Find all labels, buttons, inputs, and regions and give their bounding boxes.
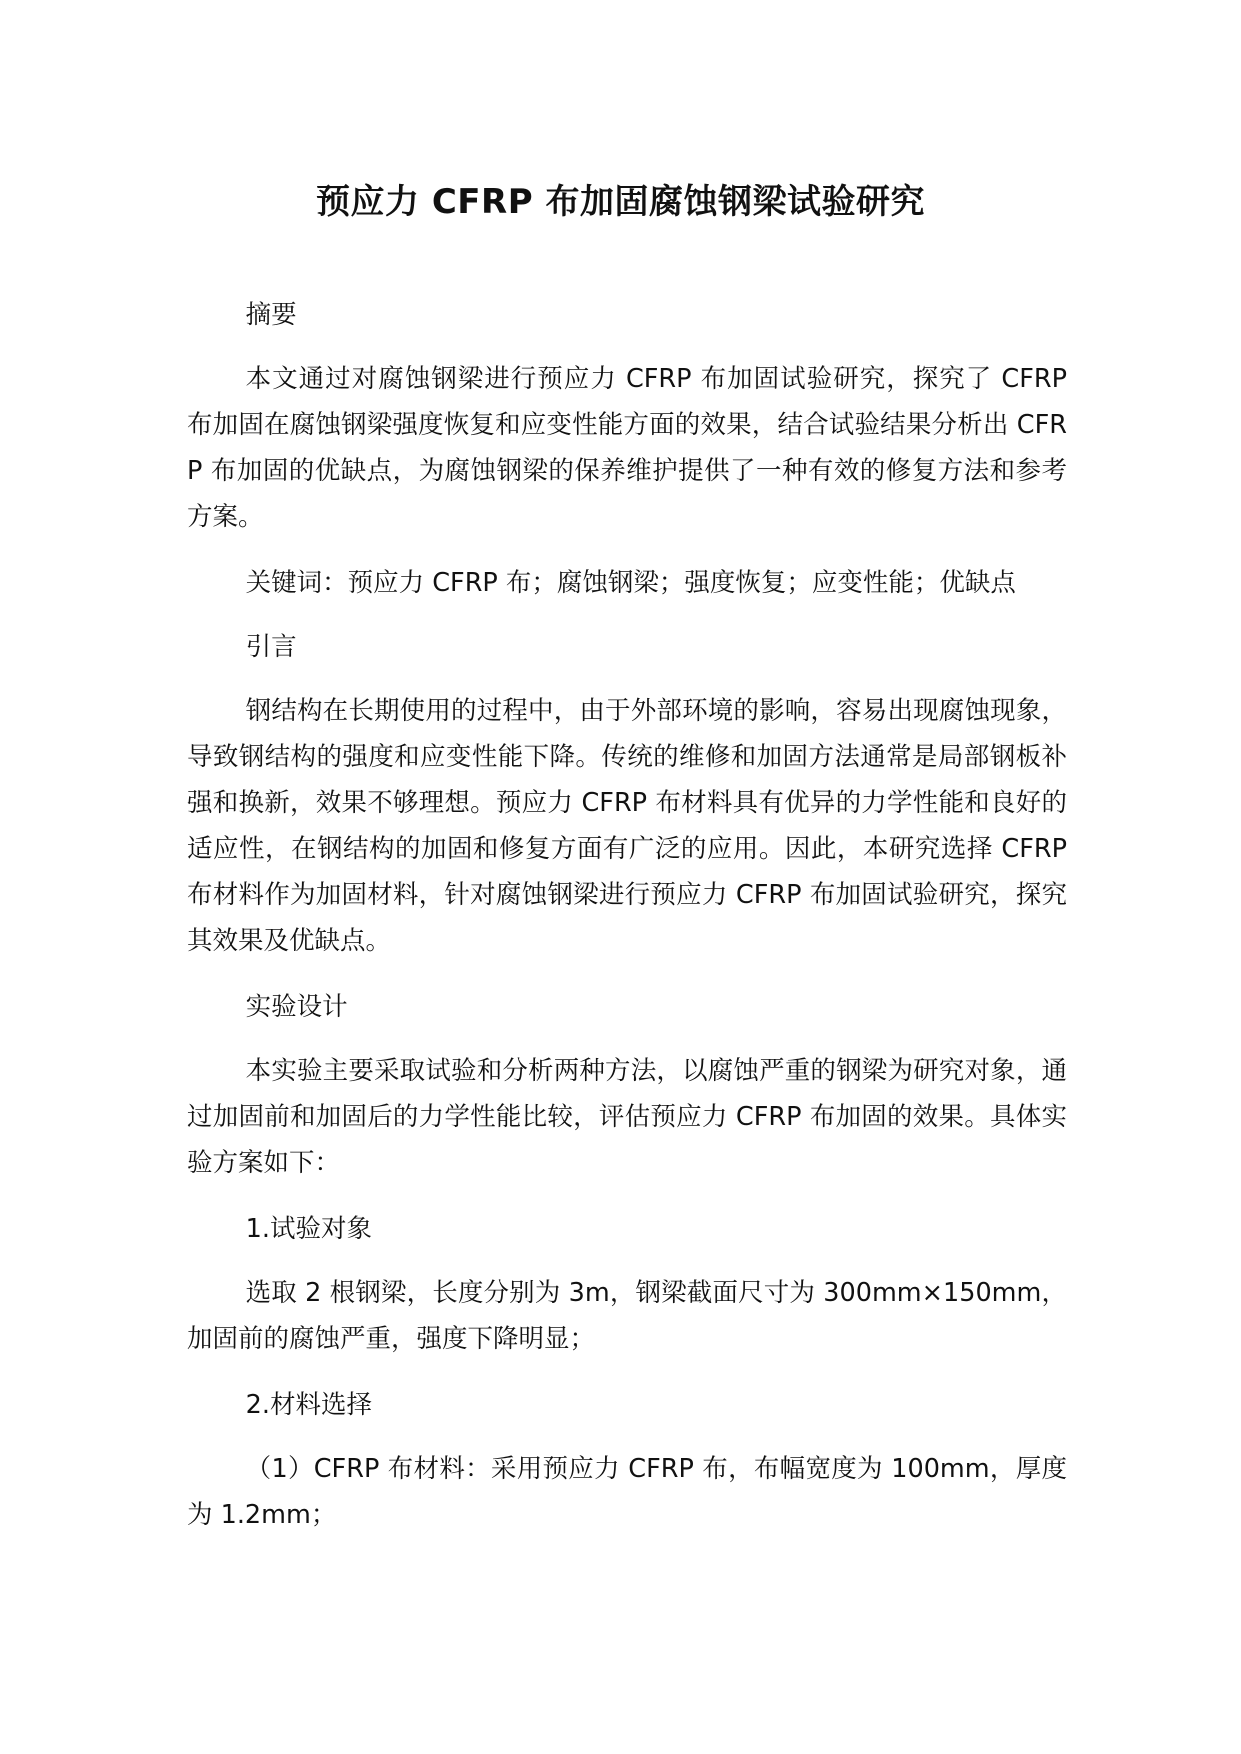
keywords-line: 关键词：预应力 CFRP 布；腐蚀钢梁；强度恢复；应变性能；优缺点 <box>245 568 1016 598</box>
intro-heading: 引言 <box>245 632 297 662</box>
item2-heading: 2.材料选择 <box>245 1390 372 1420</box>
document-title: 预应力 CFRP 布加固腐蚀钢梁试验研究 <box>316 182 925 222</box>
document-body <box>187 292 1067 1558</box>
abstract-heading: 摘要 <box>245 300 297 330</box>
design-heading: 实验设计 <box>245 992 348 1022</box>
item2-sub1-paragraph: （1）CFRP 布材料：采用预应力 CFRP 布，布幅宽度为 100mm，厚度为 1.2mm； <box>187 1454 1067 1530</box>
item1-paragraph: 选取 2 根钢梁，长度分别为 3m，钢梁截面尺寸为 300mm×150mm，加固前的腐蚀严重，强度下降明显； <box>187 1278 1067 1354</box>
item1-heading: 1.试验对象 <box>245 1214 372 1244</box>
intro-paragraph: 钢结构在长期使用的过程中，由于外部环境的影响，容易出现腐蚀现象，导致钢结构的强度和应变性能下降。传统的维修和加固方法通常是局部钢板补强和换新，效果不够理想。预应力 CFRP 布材料具有优异的力学性能和良好的适应性，在钢结构的加固和修复方面有广泛的应用。因此，本研究选择 CFRP 布材料作为加固材料，针对腐蚀钢梁进行预应力 CFRP 布加固试验研究，探究其效果及优缺点。 <box>187 696 1067 956</box>
abstract-paragraph: 本文通过对腐蚀钢梁进行预应力 CFRP 布加固试验研究，探究了 CFRP 布加固在腐蚀钢梁强度恢复和应变性能方面的效果，结合试验结果分析出 CFRP 布加固的优缺点，为腐蚀钢梁的保养维护提供了一种有效的修复方法和参考方案。 <box>187 364 1067 532</box>
design-paragraph: 本实验主要采取试验和分析两种方法，以腐蚀严重的钢梁为研究对象，通过加固前和加固后的力学性能比较，评估预应力 CFRP 布加固的效果。具体实验方案如下： <box>187 1056 1067 1178</box>
